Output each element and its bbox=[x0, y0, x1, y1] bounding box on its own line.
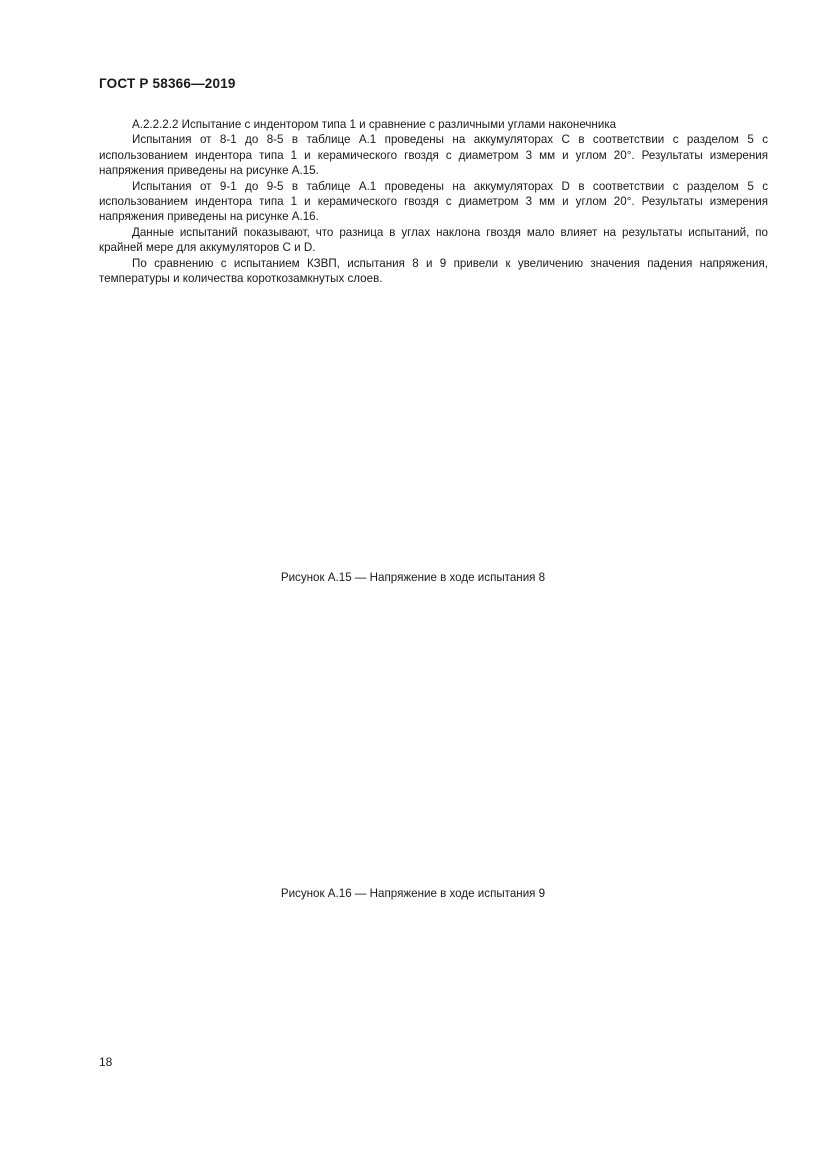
figure-a15-area bbox=[99, 300, 768, 562]
paragraph-tests-9: Испытания от 9-1 до 9-5 в таблице А.1 проведены на аккумуляторах D в соответствии с разделом 5 с использованием индентора типа 1 и керамического гвоздя с диаметром 3 мм и углом 20°. Результаты измерения напряжения приведены на рисунке А.16. bbox=[99, 179, 768, 224]
figure-a16-caption: Рисунок А.16 — Напряжение в ходе испытания 9 bbox=[280, 887, 546, 900]
document-header: ГОСТ Р 58366—2019 bbox=[99, 76, 236, 91]
figure-a16-area bbox=[99, 600, 768, 878]
paragraph-comparison: По сравнению с испытанием КЗВП, испытания 8 и 9 привели к увеличению значения падения напряжения, температуры и количества короткозамкнутых слоев. bbox=[99, 256, 768, 286]
section-heading: А.2.2.2.2 Испытание с индентором типа 1 и сравнение с различными углами наконечника bbox=[132, 118, 617, 131]
figure-a15-caption: Рисунок А.15 — Напряжение в ходе испытания 8 bbox=[280, 571, 546, 584]
page-number: 18 bbox=[99, 1055, 113, 1069]
paragraph-tests-8: Испытания от 8-1 до 8-5 в таблице А.1 проведены на аккумуляторах С в соответствии с разделом 5 с использованием индентора типа 1 и керамического гвоздя с диаметром 3 мм и углом 20°. Результаты измерения напряжения приведены на рисунке А.15. bbox=[99, 133, 768, 178]
paragraph-conclusion: Данные испытаний показывают, что разница в углах наклона гвоздя мало влияет на результаты испытаний, по крайней мере для аккумуляторов С и D. bbox=[99, 225, 768, 255]
body-text bbox=[99, 117, 768, 286]
